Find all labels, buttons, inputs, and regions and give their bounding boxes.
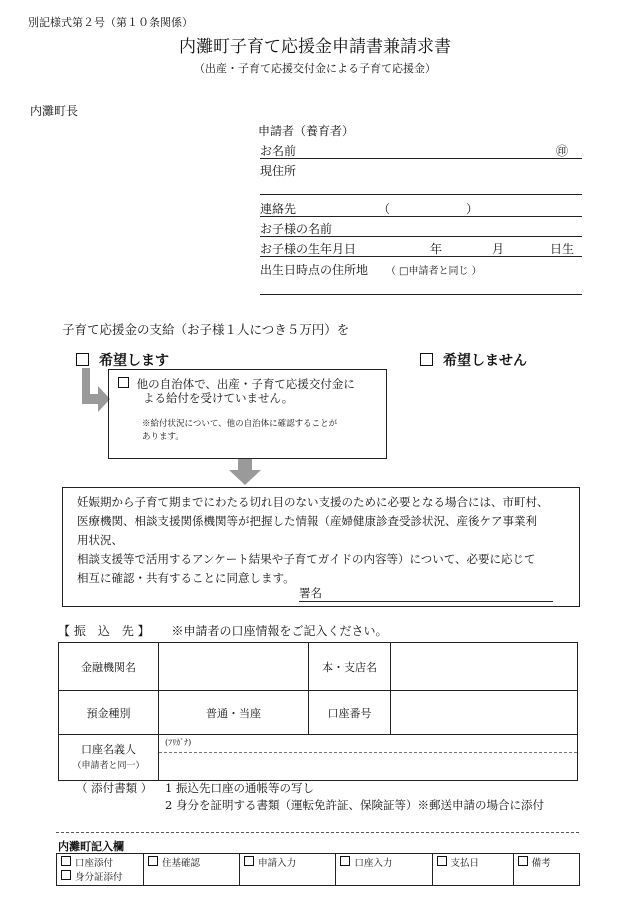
- account-number-input[interactable]: [391, 691, 578, 735]
- bank-title: 【 振 込 先 】: [58, 624, 150, 638]
- checkbox-icon: [61, 856, 71, 866]
- office-item-id-attach: 身分証添付: [75, 872, 123, 883]
- institution-input[interactable]: [159, 643, 309, 691]
- document-subtitle: （出産・子育て応援交付金による子育て応援金）: [194, 62, 436, 75]
- other-municipality-note1: ※給付状況について、他の自治体に確認することが: [142, 419, 338, 429]
- contact-paren-open: （: [378, 202, 391, 216]
- office-item-account-attach[interactable]: [57, 854, 144, 886]
- seal-icon: ㊞: [555, 144, 568, 158]
- deposit-type-value[interactable]: 普通・当座: [159, 691, 309, 735]
- deposit-type-label: 預金種別: [59, 691, 159, 735]
- support-question: 子育て応援金の支給（お子様１人につき５万円）を: [62, 322, 350, 337]
- arrow-right-icon: [78, 368, 112, 412]
- want-option[interactable]: [76, 350, 169, 370]
- contact-field[interactable]: [260, 200, 582, 217]
- child-birth-label: お子様の生年月日: [260, 242, 357, 256]
- arrow-down-icon: [228, 459, 262, 485]
- consent-line5: 相互に確認・共有することに同意します。: [77, 571, 295, 585]
- checkbox-icon: [518, 856, 528, 866]
- office-item-resident-check[interactable]: [144, 854, 240, 886]
- document-title: 内灘町子育て応援金申請書兼請求書: [179, 37, 451, 57]
- contact-label: 連絡先: [260, 202, 297, 216]
- name-label: お名前: [260, 144, 297, 158]
- other-municipality-line2: よる給付を受けていません。: [143, 391, 294, 405]
- checkbox-icon: [61, 870, 71, 880]
- checkbox-icon: [244, 856, 254, 866]
- attachment-item2: 2 身分を証明する書類（運転免許証、保険証等）※郵送申請の場合に添付: [165, 798, 544, 812]
- holder-note: （申請者と同一）: [72, 760, 145, 771]
- branch-label: 本・支店名: [309, 643, 391, 691]
- not-want-checkbox[interactable]: [420, 353, 433, 366]
- office-item-label: 口座入力: [354, 858, 393, 869]
- attachment-item1: 1 振込先口座の通帳等の写し: [165, 781, 314, 795]
- birth-address-label: 出生日時点の住所地: [260, 263, 369, 277]
- month-label: 月: [492, 242, 505, 256]
- address-label: 現住所: [260, 164, 297, 178]
- consent-line1: 妊娠期から子育て期までにわたる切れ目のない支援のために必要となる場合には、市町村、: [77, 495, 549, 509]
- want-label: 希望します: [99, 353, 169, 369]
- attachments-label: （ 添付書類 ）: [76, 781, 153, 795]
- office-item-label: 申請入力: [258, 858, 297, 869]
- not-want-label: 希望しません: [443, 353, 527, 369]
- other-municipality-checkbox[interactable]: [118, 377, 129, 388]
- same-as-applicant-checkbox[interactable]: （ □申請者と同じ ）: [385, 266, 482, 277]
- consent-box: [62, 487, 580, 607]
- birth-address-field[interactable]: [260, 278, 582, 295]
- year-label: 年: [430, 242, 443, 256]
- address-field[interactable]: [260, 178, 582, 195]
- consent-line3: 用状況、: [77, 533, 123, 547]
- consent-line4: 相談支援等で活用するアンケート結果や子育てガイドの内容等）について、必要に応じて: [77, 552, 536, 566]
- divider: [56, 832, 579, 833]
- child-name-field[interactable]: [260, 220, 582, 237]
- child-name-label: お子様の名前: [260, 222, 333, 236]
- account-number-label: 口座番号: [309, 691, 391, 735]
- applicant-label: 申請者（養育者）: [258, 124, 355, 138]
- checkbox-icon: [148, 856, 158, 866]
- bank-instruction: ※申請者の口座情報をご記入ください。: [171, 624, 388, 638]
- holder-label-cell: [59, 735, 159, 781]
- applicant-name-field[interactable]: [260, 142, 582, 159]
- office-item-label: 口座添付: [75, 858, 114, 869]
- not-want-option[interactable]: [420, 350, 527, 370]
- day-label: 日生: [550, 242, 575, 256]
- signature-field[interactable]: [299, 584, 553, 602]
- holder-input[interactable]: [159, 735, 578, 781]
- office-item-payment-date[interactable]: [432, 854, 513, 886]
- branch-input[interactable]: [391, 643, 578, 691]
- form-reference: 別記様式第２号（第１０条関係）: [28, 16, 193, 29]
- checkbox-icon: [437, 856, 447, 866]
- office-item-label: 住基確認: [162, 858, 201, 869]
- birth-address-row: [260, 261, 482, 278]
- office-use-title: 内灘町記入欄: [58, 840, 124, 853]
- signature-label: 署名: [299, 586, 322, 600]
- office-item-remarks[interactable]: [513, 854, 579, 886]
- bank-table: [58, 642, 578, 781]
- bank-section-title: [58, 622, 387, 639]
- holder-label: 口座名義人: [81, 742, 136, 756]
- consent-line2: 医療機関、相談支援関係機関等が把握した情報（産婦健康診査受診状況、産後ケア事業利: [77, 514, 537, 528]
- addressee: 内灘町長: [30, 104, 79, 118]
- kana-label: (ﾌﾘｶﾞﾅ): [159, 735, 577, 753]
- other-municipality-note2: あります。: [142, 432, 184, 442]
- office-use-table: [56, 853, 580, 886]
- checkbox-icon: [340, 856, 350, 866]
- want-checkbox[interactable]: [76, 353, 89, 366]
- office-item-label: 備考: [531, 858, 551, 869]
- institution-label: 金融機関名: [59, 643, 159, 691]
- child-birth-field[interactable]: [260, 240, 582, 257]
- other-municipality-line1: 他の自治体で、出産・子育て応援交付金に: [136, 377, 355, 391]
- office-item-account-entry[interactable]: [336, 854, 432, 886]
- office-item-application-entry[interactable]: [240, 854, 336, 886]
- other-municipality-box: [108, 369, 387, 459]
- office-item-label: 支払日: [450, 858, 480, 869]
- contact-paren-close: ）: [466, 202, 479, 216]
